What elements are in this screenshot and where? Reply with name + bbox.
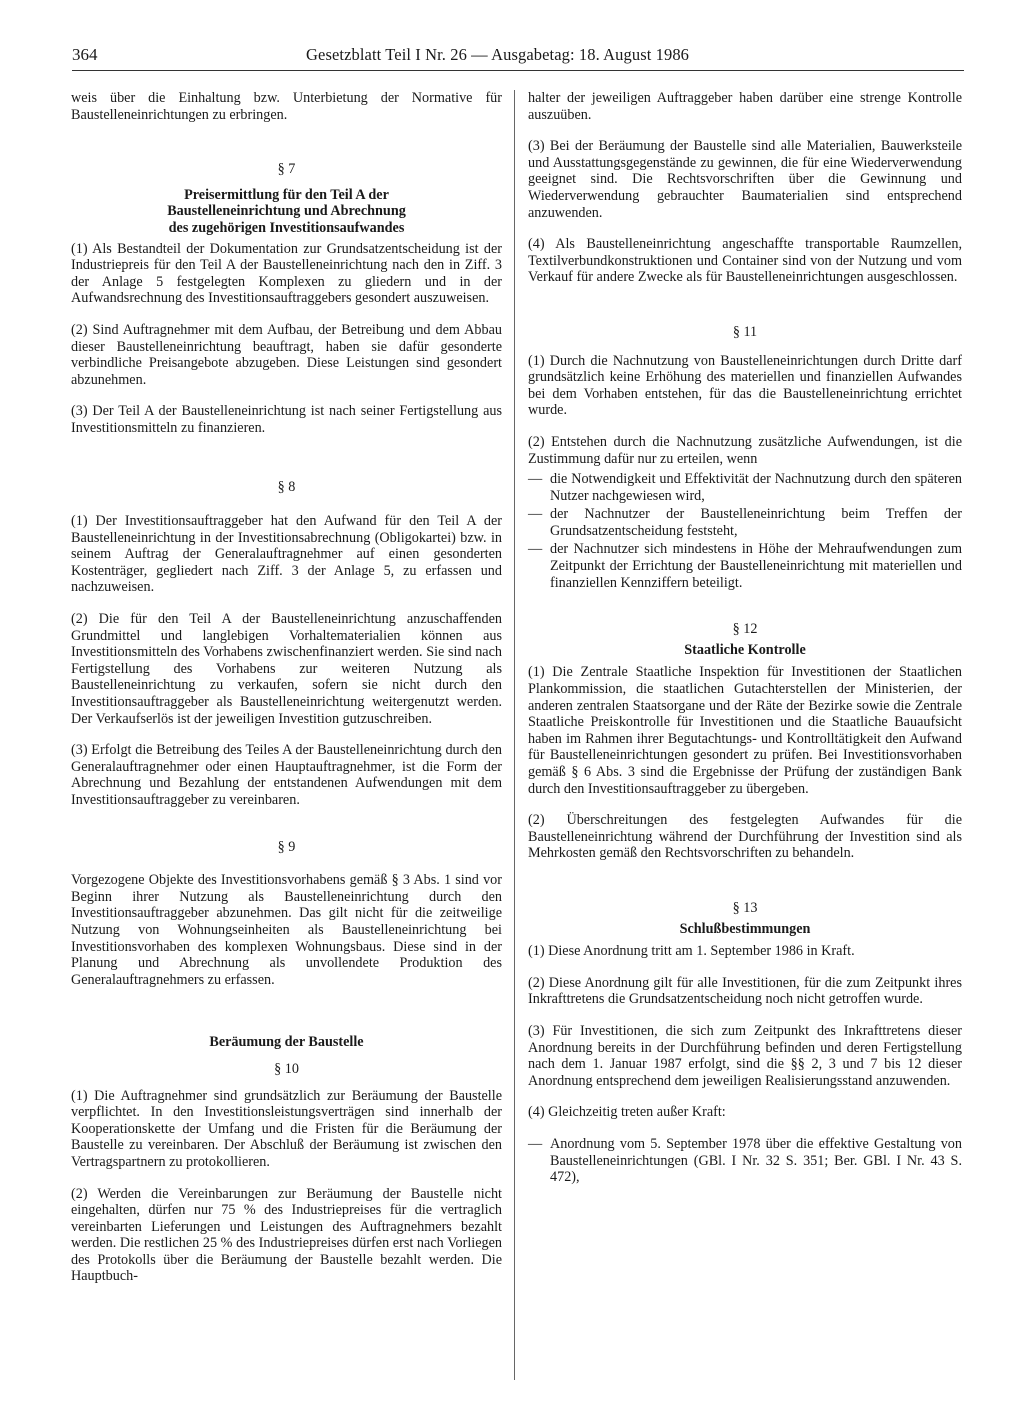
section-7-paragraph: (3) Der Teil A der Baustelleneinrichtung ist nach seiner Fertigstellung aus Investitionsmitteln zu finanzieren.	[71, 403, 502, 436]
section-8-paragraph: (1) Der Investitionsauftraggeber hat den Aufwand für den Teil A der Baustelleneinrichtung in der Investitionsabrechnung (Obligokartei) bzw. in seinem Auftrag der Generalauftragnehmer auf einen gesonderten Kostenträger, gegliedert nach Ziff. 3 der Anlage 5, zu erfassen und nachzuweisen.	[71, 513, 502, 596]
section-12-paragraph: (2) Überschreitungen des festgelegten Aufwandes für die Baustelleneinrichtung während der Durchführung der Investition sind als Mehrkosten gemäß den Rechtsvorschriften zu behandeln.	[528, 812, 962, 862]
section-7-paragraph: (2) Sind Auftragnehmer mit dem Aufbau, der Betreibung und dem Abbau dieser Baustelleneinrichtung beauftragt, haben sie dafür gesonderte verbindliche Preisangebote abzugeben. Diese Leistungen sind gesondert abzunehmen.	[71, 321, 502, 388]
section-7-title-line: Baustelleneinrichtung und Abrechnung	[167, 203, 406, 220]
section-10-heading: Beräumung der Baustelle	[209, 1034, 364, 1051]
continued-paragraph: halter der jeweiligen Auftraggeber haben darüber eine strenge Kontrolle auszuüben.	[528, 90, 962, 123]
section-12-title: Staatliche Kontrolle	[684, 641, 806, 658]
dash-bullet: —	[528, 1135, 543, 1152]
section-10-paragraph: (2) Werden die Vereinbarungen zur Beräumung der Baustelle nicht eingehalten, dürfen nur 75 % des Industriepreises für die vertraglich vereinbarten Lieferungen und Leistungen des Auftragnehmers bezahlt werden. Die restlichen 25 % des Industriepreises dürfen erst nach Vorliegen des Protokolls über die Beräumung der Baustelle bezahlt werden. Die Hauptbuch-	[71, 1185, 502, 1285]
section-10-mark: § 10	[274, 1060, 299, 1077]
list-item-text: der Nachnutzer sich mindestens in Höhe der Mehraufwendungen zum Zeitpunkt der Errichtung der Baustelleneinrichtung mit materiellen und finanziellen Kennziffern beteiligt.	[550, 541, 962, 591]
section-8-paragraph: (3) Erfolgt die Betreibung des Teiles A der Baustelleneinrichtung durch den Generalauftragnehmer oder einen Hauptauftragnehmer, ist die Form der Abrechnung und Bezahlung der entstandenen Aufwendungen mit dem Investitionsauftraggeber zu vereinbaren.	[71, 742, 502, 808]
section-10-paragraph: (4) Als Baustelleneinrichtung angeschaffte transportable Raumzellen, Textilverbundkonstruktionen und Container sind von der Nutzung und vom Verkauf für andere Zwecke als für Baustelleneinrichtungen ausgeschlossen.	[528, 236, 962, 286]
section-7-mark: § 7	[277, 161, 296, 178]
section-12-paragraph: (1) Die Zentrale Staatliche Inspektion für Investitionen der Staatlichen Plankommission, die staatlichen Gutachterstellen der Ministerien, der anderen zentralen Staatsorgane und der Räte der Bezirke sowie die Zentrale Staatliche Preiskontrolle für Investitionen und die Staatliche Bauaufsicht haben im Rahmen ihrer Begutachtungs- und Kontrolltätigkeit den Aufwand für Baustelleneinrichtungen gesondert zu prüfen. Bei Investitionsvorhaben gemäß § 6 Abs. 3 sind die Ergebnisse der Prüfung der zuständigen Bank durch den Investitionsauftraggeber zu übergeben.	[528, 664, 962, 797]
section-13-title: Schlußbestimmungen	[679, 920, 811, 937]
section-13-mark: § 13	[732, 899, 758, 916]
list-item	[528, 1136, 962, 1186]
section-11-mark: § 11	[732, 323, 758, 340]
section-10-paragraph: (1) Die Auftragnehmer sind grundsätzlich zur Beräumung der Baustelle verpflichtet. In den Investitionsleistungsverträgen sind innerhalb der Kooperationskette der Umfang und die Fristen für die Beräumung der Baustelle zu vereinbaren. Der Abschluß der Beräumung ist zwischen den Vertragspartnern zu protokollieren.	[71, 1087, 502, 1170]
section-7-title-line: des zugehörigen Investitionsaufwandes	[168, 219, 405, 236]
list-item-text: die Notwendigkeit und Effektivität der Nachnutzung durch den späteren Nutzer nachgewiesen wird,	[550, 471, 962, 504]
list-item-text: der Nachnutzer der Baustelleneinrichtung beim Treffen der Grundsatzentscheidung feststeht,	[550, 506, 962, 539]
section-9-mark: § 9	[277, 838, 296, 855]
column-divider	[514, 90, 515, 1380]
section-7-paragraph: (1) Als Bestandteil der Dokumentation zur Grundsatzentscheidung ist der Industriepreis für den Teil A der Baustelleneinrichtung nach den in Ziff. 3 der Anlage 5 festgelegten Komplexen zu gliedern und in der Aufwandsrechnung des Investitionsauftraggebers gesondert auszuweisen.	[71, 240, 502, 307]
section-12-mark: § 12	[732, 621, 758, 638]
continued-paragraph: weis über die Einhaltung bzw. Unterbietung der Normative für Baustelleneinrichtungen zu erbringen.	[71, 90, 502, 123]
page-number: 364	[72, 45, 98, 64]
list-item	[528, 471, 962, 504]
section-8-paragraph: (2) Die für den Teil A der Baustelleneinrichtung anzuschaffenden Grundmittel und langlebigen Vorhaltematerialien können aus Investitionsmitteln des Vorhabens zwischenfinanziert werden. Sie sind nach Fertigstellung des Vorhabens zur weiteren Nutzung als Baustelleneinrichtung zu verkaufen, sofern sie nicht durch den Investitionsauftraggeber als Baustelleneinrichtung weitergenutzt werden. Der Verkaufserlös ist der jeweiligen Investition gutzuschreiben.	[71, 611, 502, 727]
section-7-title-line: Preisermittlung für den Teil A der	[184, 186, 389, 203]
section-11-paragraph: (2) Entstehen durch die Nachnutzung zusätzliche Aufwendungen, ist die Zustimmung dafür nur zu erteilen, wenn	[528, 433, 962, 467]
list-item	[528, 541, 962, 591]
dash-bullet: —	[528, 471, 543, 488]
right-column	[528, 90, 962, 1188]
section-13-paragraph: (2) Diese Anordnung gilt für alle Investitionen, für die zum Zeitpunkt ihres Inkrafttretens die Grundsatzentscheidung noch nicht getroffen wurde.	[528, 974, 962, 1008]
dash-bullet: —	[528, 541, 543, 558]
section-10-paragraph: (3) Bei der Beräumung der Baustelle sind alle Materialien, Bauwerksteile und Ausstattungsgegenstände zu gewinnen, die für eine Wiederverwendung geeignet sind. Die Rechtsvorschriften über die Gewinnung und Wiederverwendung gebrauchter Baumaterialien sind entsprechend anzuwenden.	[528, 138, 962, 221]
left-column	[71, 90, 502, 1285]
dash-bullet: —	[528, 506, 543, 523]
section-11-paragraph: (1) Durch die Nachnutzung von Baustelleneinrichtungen durch Dritte darf grundsätzlich keine Erhöhung des materiellen und finanziellen Aufwandes bei dem Vorhaben entstehen, für das die Baustelleneinrichtung errichtet wurde.	[528, 352, 962, 419]
page-header	[72, 47, 962, 69]
section-13-paragraph: (1) Diese Anordnung tritt am 1. September 1986 in Kraft.	[528, 943, 855, 960]
list-item-text: Anordnung vom 5. September 1978 über die effektive Gestaltung von Baustelleneinrichtungen (GBl. I Nr. 32 S. 351; Ber. GBl. I Nr. 43 S. 472),	[550, 1135, 962, 1186]
section-9-paragraph: Vorgezogene Objekte des Investitionsvorhabens gemäß § 3 Abs. 1 sind vor Beginn ihrer Nutzung als Baustelleneinrichtung durch den Investitionsauftraggeber abzunehmen. Das gilt nicht für die zeitweilige Nutzung von Wohnungseinheiten als Baustelleneinrichtung bei Investitionsvorhaben des komplexen Wohnungsbaus. Diese sind in der Planung und Abrechnung als unvollendete Produktion des Generalauftragnehmers zu erfassen.	[71, 872, 502, 988]
gazette-title: Gesetzblatt Teil I Nr. 26 — Ausgabetag: 18. August 1986	[306, 45, 690, 64]
section-8-mark: § 8	[277, 478, 296, 495]
section-13-paragraph: (4) Gleichzeitig treten außer Kraft:	[528, 1104, 726, 1121]
section-13-paragraph: (3) Für Investitionen, die sich zum Zeitpunkt des Inkrafttretens dieser Anordnung bereits in der Durchführung befinden und deren Fertigstellung nach dem 1. Januar 1987 erfolgt, sind die §§ 2, 3 und 7 bis 12 dieser Anordnung entsprechend dem jeweiligen Realisierungsstand anzuwenden.	[528, 1022, 962, 1089]
list-item	[528, 506, 962, 539]
header-rule	[72, 70, 964, 71]
